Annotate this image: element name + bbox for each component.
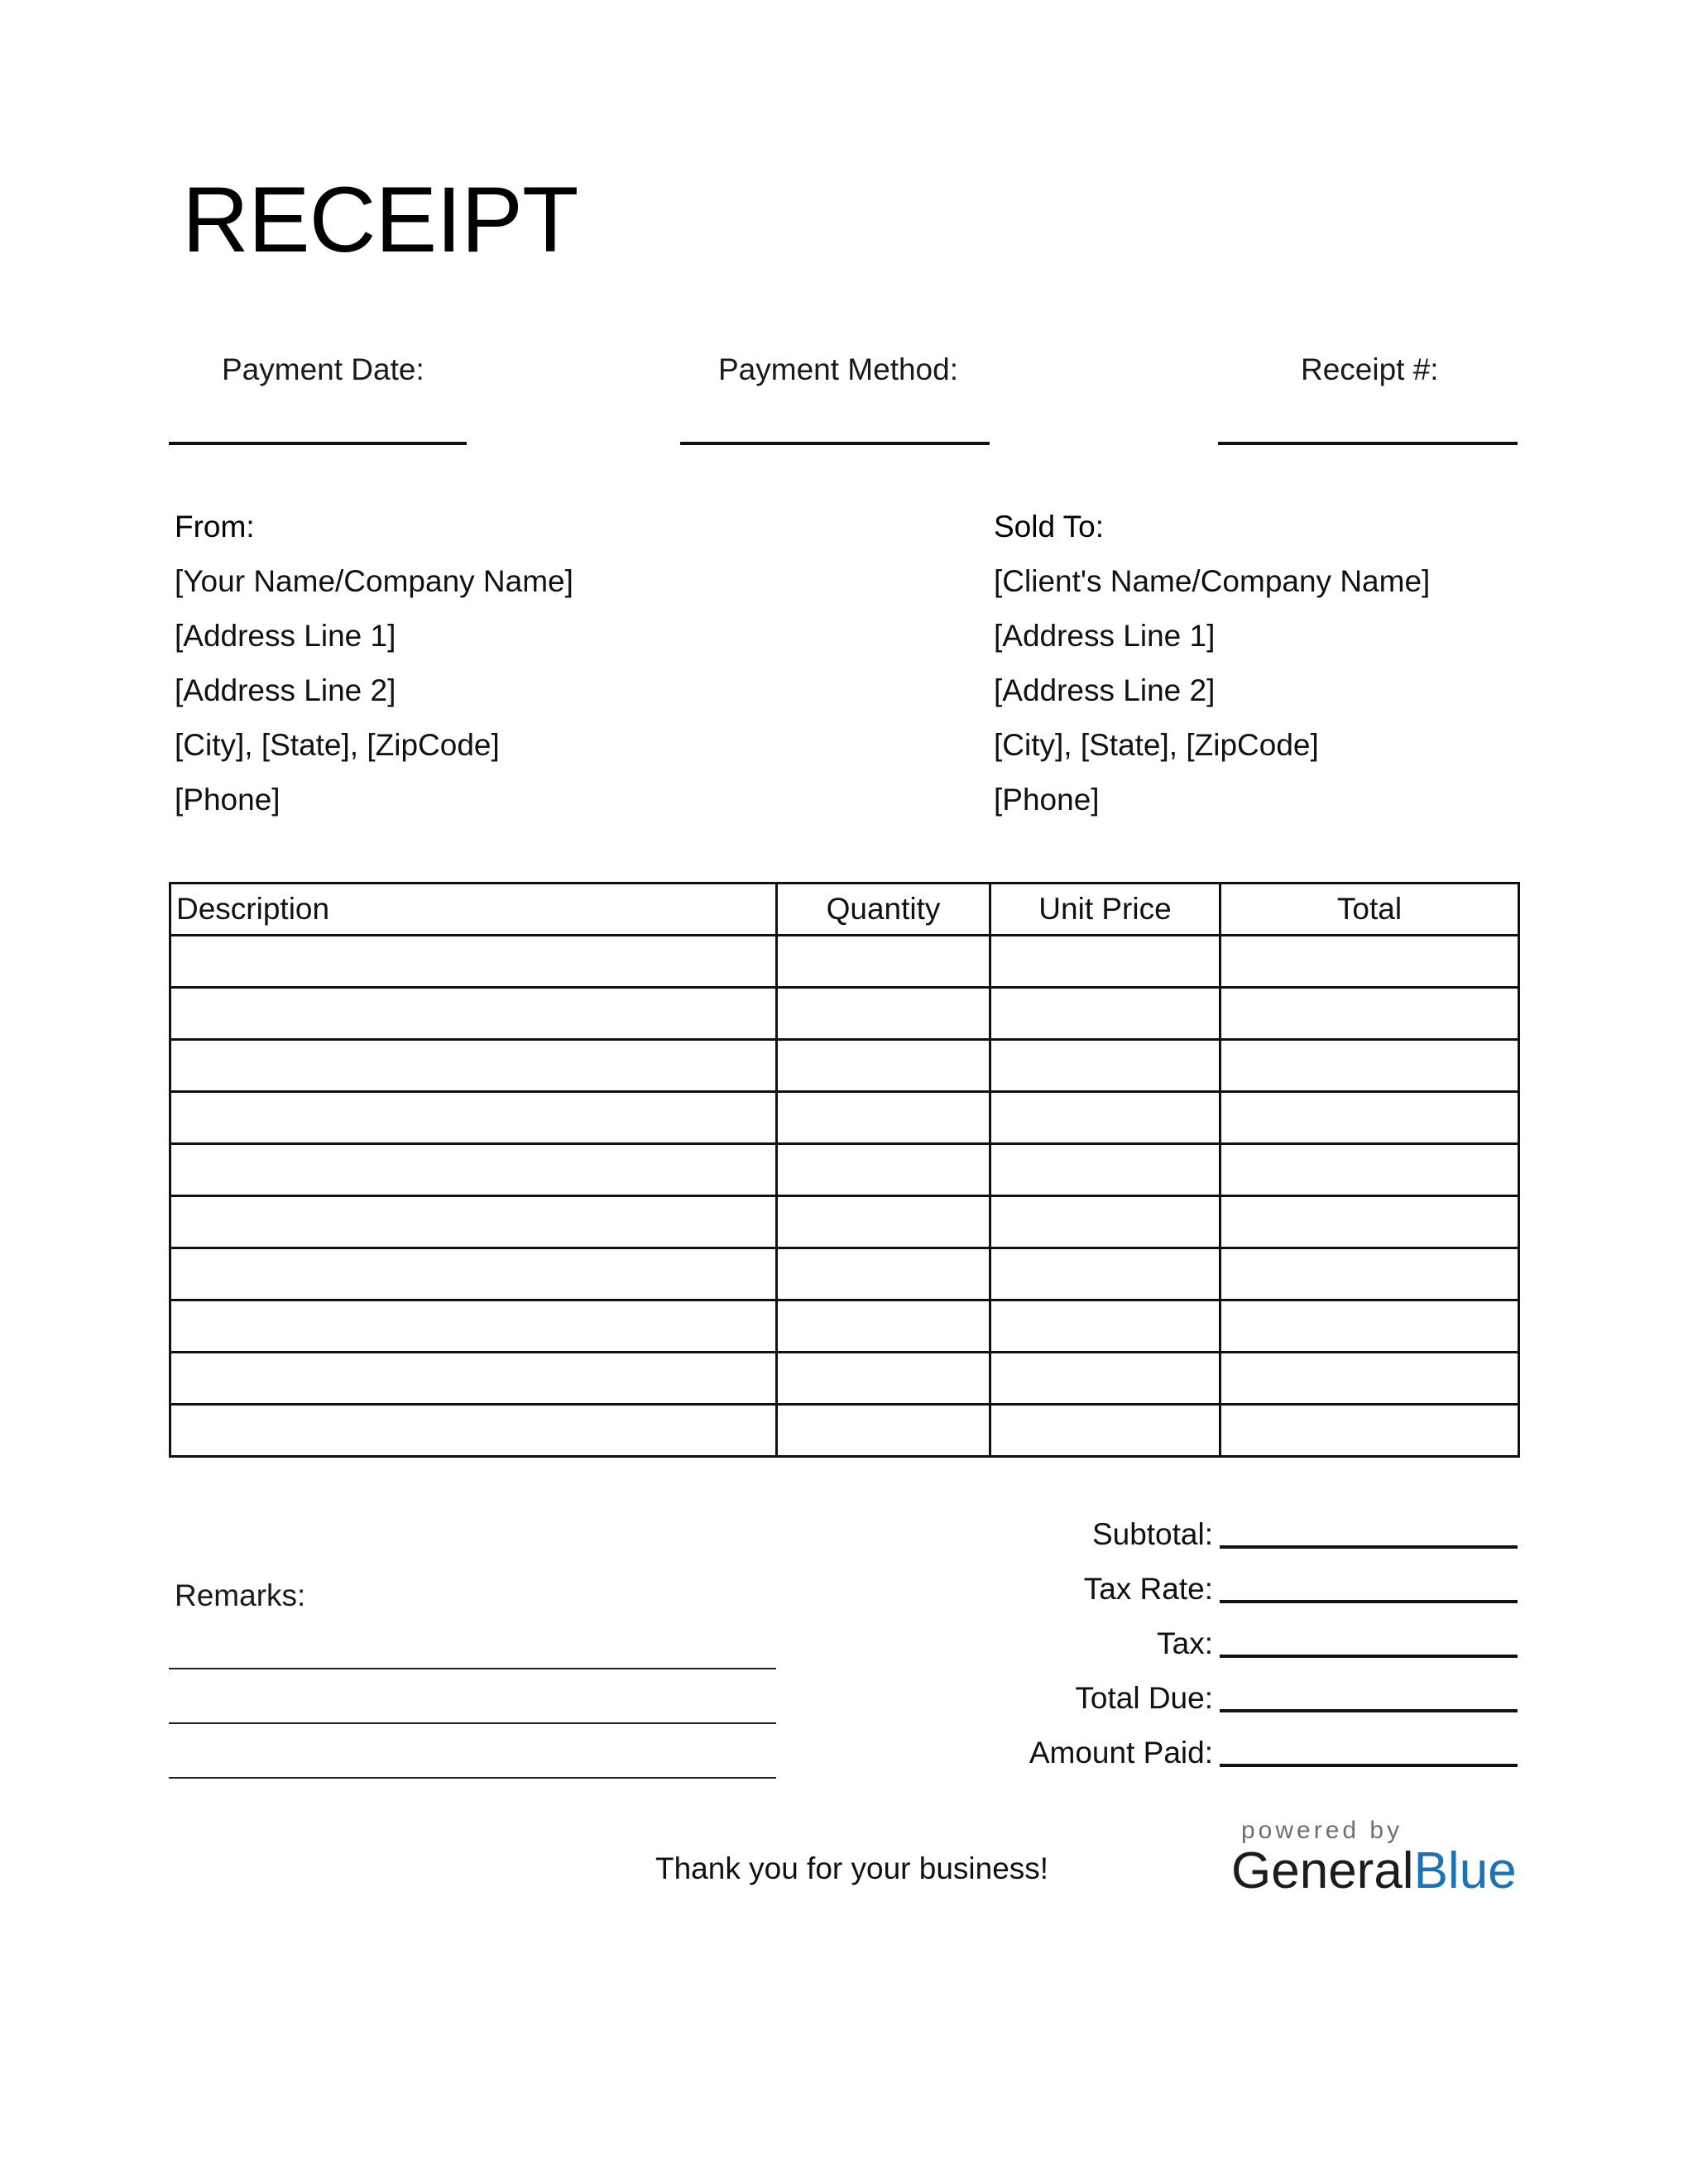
receipt-title: RECEIPT [182,168,578,271]
remarks-line-2[interactable] [169,1722,776,1724]
cell-total[interactable] [1220,1092,1519,1144]
cell-quantity[interactable] [777,1300,990,1353]
remarks-line-1[interactable] [169,1668,776,1669]
cell-total[interactable] [1220,1248,1519,1300]
sold-to-block [994,500,1430,827]
cell-quantity[interactable] [777,988,990,1040]
amount-paid-label: Amount Paid: [1029,1736,1213,1770]
cell-unit-price[interactable] [990,1405,1220,1457]
items-table [169,882,1520,1458]
table-row [170,1092,1519,1144]
from-heading: From: [175,510,255,544]
cell-quantity[interactable] [777,1144,990,1196]
payment-date-label: Payment Date: [222,352,424,386]
tax-rate-label: Tax Rate: [1083,1572,1213,1606]
total-due-field[interactable] [1220,1709,1518,1712]
total-due-label: Total Due: [1075,1681,1213,1715]
from-address-line-2[interactable]: [Address Line 2] [175,673,396,707]
amount-paid-row [960,1724,1518,1779]
table-row [170,1300,1519,1353]
cell-quantity[interactable] [777,936,990,988]
subtotal-label: Subtotal: [1091,1517,1213,1551]
sold-to-address-line-1[interactable]: [Address Line 1] [994,619,1216,653]
cell-quantity[interactable] [777,1040,990,1092]
receipt-number-field[interactable] [1218,442,1518,445]
column-header-description: Description [170,884,777,936]
payment-date-field[interactable] [169,442,467,445]
cell-unit-price[interactable] [990,1353,1220,1405]
cell-description[interactable] [170,1144,777,1196]
table-row [170,1353,1519,1405]
cell-description[interactable] [170,1196,777,1248]
cell-description[interactable] [170,988,777,1040]
cell-total[interactable] [1220,1040,1519,1092]
tax-rate-field[interactable] [1220,1600,1518,1603]
thank-you-message: Thank you for your business! [655,1851,1049,1885]
cell-unit-price[interactable] [990,1144,1220,1196]
cell-total[interactable] [1220,1300,1519,1353]
tax-row [960,1615,1518,1669]
tax-rate-row [960,1560,1518,1615]
cell-total[interactable] [1220,1196,1519,1248]
powered-by-text: powered by [1241,1817,1403,1844]
table-row [170,1248,1519,1300]
cell-unit-price[interactable] [990,1300,1220,1353]
table-row [170,1144,1519,1196]
total-due-row [960,1669,1518,1724]
subtotal-field[interactable] [1220,1545,1518,1549]
cell-unit-price[interactable] [990,1196,1220,1248]
sold-to-address-line-2[interactable]: [Address Line 2] [994,673,1216,707]
cell-total[interactable] [1220,1405,1519,1457]
table-header-row [170,884,1519,936]
column-header-total: Total [1220,884,1519,936]
subtotal-row [960,1506,1518,1560]
cell-unit-price[interactable] [990,1248,1220,1300]
receipt-number-label: Receipt #: [1301,352,1439,386]
tax-field[interactable] [1220,1655,1518,1658]
cell-description[interactable] [170,1092,777,1144]
sold-to-phone[interactable]: [Phone] [994,783,1100,817]
cell-description[interactable] [170,1405,777,1457]
cell-quantity[interactable] [777,1405,990,1457]
table-row [170,1040,1519,1092]
cell-unit-price[interactable] [990,1092,1220,1144]
payment-method-label: Payment Method: [718,352,958,386]
cell-quantity[interactable] [777,1092,990,1144]
table-row [170,1196,1519,1248]
from-city-state-zip[interactable]: [City], [State], [ZipCode] [175,728,500,762]
sold-to-heading: Sold To: [994,510,1105,544]
cell-description[interactable] [170,1300,777,1353]
cell-unit-price[interactable] [990,988,1220,1040]
cell-total[interactable] [1220,988,1519,1040]
from-phone[interactable]: [Phone] [175,783,281,817]
from-block [175,500,573,827]
from-address-line-1[interactable]: [Address Line 1] [175,619,396,653]
table-row [170,988,1519,1040]
generalblue-logo [1231,1842,1517,1900]
cell-description[interactable] [170,1040,777,1092]
logo-blue: Blue [1413,1842,1517,1899]
sold-to-name[interactable]: [Client's Name/Company Name] [994,564,1431,598]
column-header-unit-price: Unit Price [990,884,1220,936]
cell-quantity[interactable] [777,1196,990,1248]
cell-quantity[interactable] [777,1248,990,1300]
cell-total[interactable] [1220,1353,1519,1405]
remarks-label: Remarks: [175,1578,306,1612]
tax-label: Tax: [1157,1626,1213,1660]
payment-method-field[interactable] [680,442,990,445]
column-header-quantity: Quantity [777,884,990,936]
cell-unit-price[interactable] [990,1040,1220,1092]
amount-paid-field[interactable] [1220,1764,1518,1767]
cell-quantity[interactable] [777,1353,990,1405]
cell-unit-price[interactable] [990,936,1220,988]
remarks-line-3[interactable] [169,1777,776,1779]
table-row [170,1405,1519,1457]
from-name[interactable]: [Your Name/Company Name] [175,564,573,598]
cell-total[interactable] [1220,936,1519,988]
cell-description[interactable] [170,1353,777,1405]
logo-general: General [1231,1842,1414,1899]
cell-description[interactable] [170,1248,777,1300]
cell-description[interactable] [170,936,777,988]
cell-total[interactable] [1220,1144,1519,1196]
sold-to-city-state-zip[interactable]: [City], [State], [ZipCode] [994,728,1319,762]
table-row [170,936,1519,988]
